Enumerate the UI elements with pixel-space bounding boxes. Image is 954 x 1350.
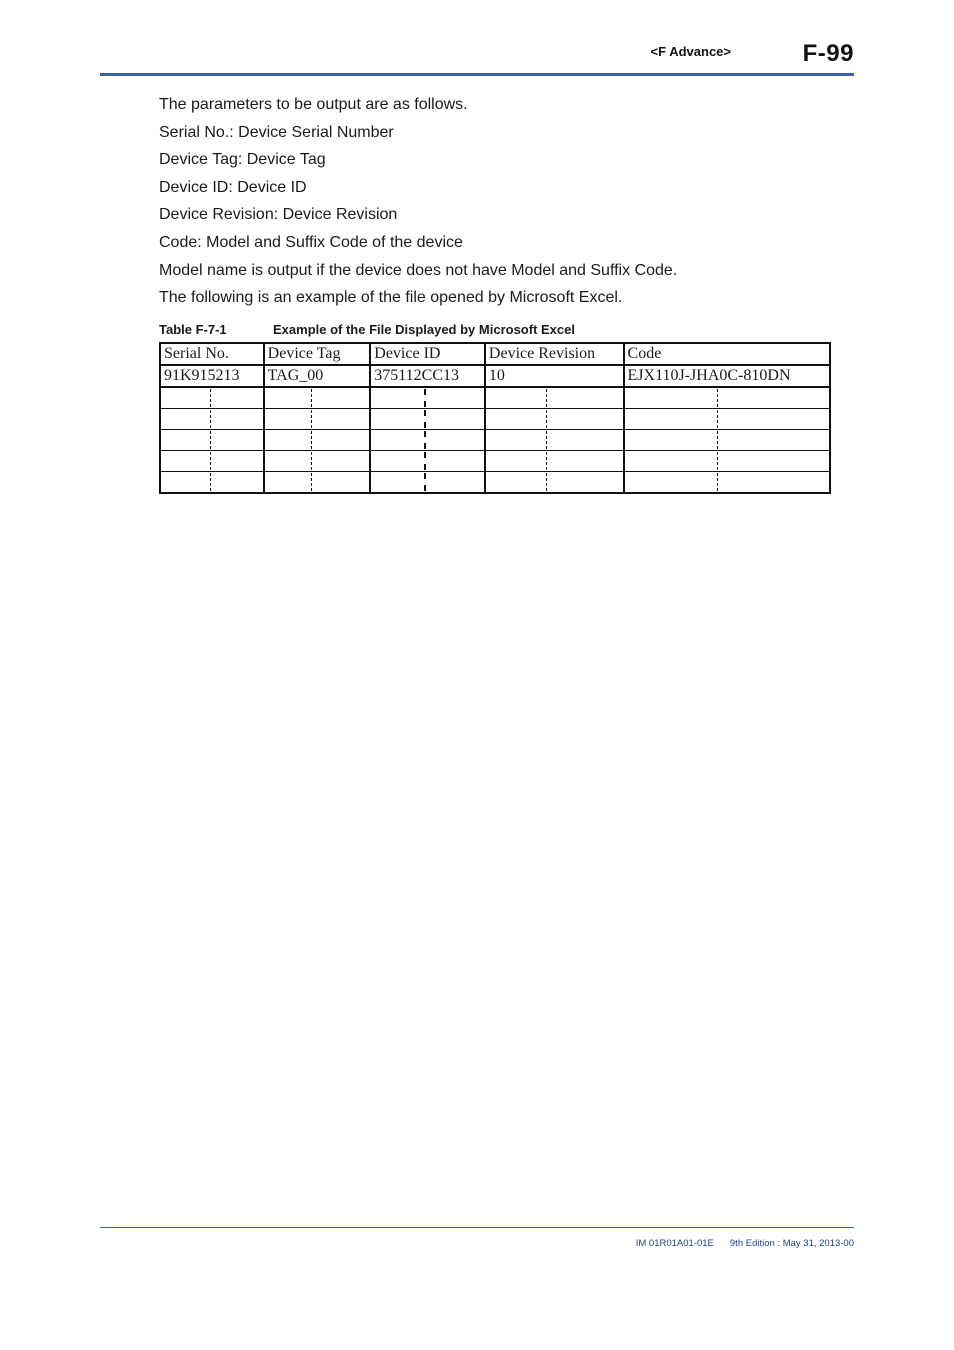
- cell-tag: TAG_00: [264, 365, 371, 387]
- empty-row: [160, 451, 830, 472]
- empty-row: [160, 430, 830, 451]
- empty-cell: [485, 451, 624, 472]
- empty-cell: [485, 430, 624, 451]
- header-cell-code: Code: [624, 343, 830, 365]
- empty-cell: [624, 472, 830, 494]
- excel-example-table: [159, 342, 831, 494]
- empty-cell: [624, 387, 830, 409]
- empty-cell: [264, 472, 371, 494]
- body-text: [159, 94, 839, 315]
- empty-cell: [264, 409, 371, 430]
- table-row: [160, 365, 830, 387]
- header-section-label: <F Advance>: [650, 44, 731, 59]
- empty-cell: [485, 387, 624, 409]
- empty-cell: [624, 409, 830, 430]
- body-line: The following is an example of the file opened by Microsoft Excel.: [159, 289, 623, 307]
- body-line: Model name is output if the device does not have Model and Suffix Code.: [159, 261, 678, 279]
- empty-cell: [160, 451, 264, 472]
- header-cell-tag: Device Tag: [264, 343, 371, 365]
- footer-divider: [100, 1227, 854, 1228]
- cell-serial: 91K915213: [160, 365, 264, 387]
- footer: [0, 1238, 854, 1249]
- empty-cell: [485, 409, 624, 430]
- empty-row: [160, 409, 830, 430]
- footer-doc-id: IM 01R01A01-01E: [635, 1238, 714, 1249]
- empty-row: [160, 387, 830, 409]
- header-cell-id: Device ID: [370, 343, 485, 365]
- cell-revision: 10: [485, 365, 624, 387]
- empty-cell: [370, 430, 485, 451]
- body-line: Device Revision: Device Revision: [159, 206, 398, 224]
- empty-cell: [370, 451, 485, 472]
- empty-cell: [370, 409, 485, 430]
- empty-cell: [160, 409, 264, 430]
- empty-cell: [485, 472, 624, 494]
- empty-cell: [370, 472, 485, 494]
- empty-cell: [160, 430, 264, 451]
- empty-cell: [264, 451, 371, 472]
- empty-cell: [624, 451, 830, 472]
- body-line: Code: Model and Suffix Code of the device: [159, 233, 463, 251]
- page-number: F-99: [802, 40, 854, 67]
- empty-cell: [370, 387, 485, 409]
- body-line: The parameters to be output are as follows.: [159, 96, 468, 113]
- empty-row: [160, 472, 830, 494]
- table-caption-title: Example of the File Displayed by Microsoft Excel: [273, 322, 575, 337]
- table-header-row: [160, 343, 830, 365]
- empty-cell: [264, 387, 371, 409]
- table-caption-number: Table F-7-1: [159, 322, 227, 337]
- cell-code: EJX110J-JHA0C-810DN: [624, 365, 830, 387]
- header-cell-serial: Serial No.: [160, 343, 264, 365]
- empty-cell: [160, 472, 264, 494]
- body-line: Device ID: Device ID: [159, 178, 307, 196]
- header-divider: [100, 73, 854, 76]
- header-cell-revision: Device Revision: [485, 343, 624, 365]
- empty-cell: [160, 387, 264, 409]
- empty-cell: [264, 430, 371, 451]
- footer-edition: 9th Edition : May 31, 2013-00: [729, 1238, 854, 1249]
- empty-cell: [624, 430, 830, 451]
- cell-id: 375112CC13: [370, 365, 485, 387]
- table-caption: [159, 322, 575, 337]
- body-line: Serial No.: Device Serial Number: [159, 123, 394, 141]
- body-line: Device Tag: Device Tag: [159, 151, 326, 169]
